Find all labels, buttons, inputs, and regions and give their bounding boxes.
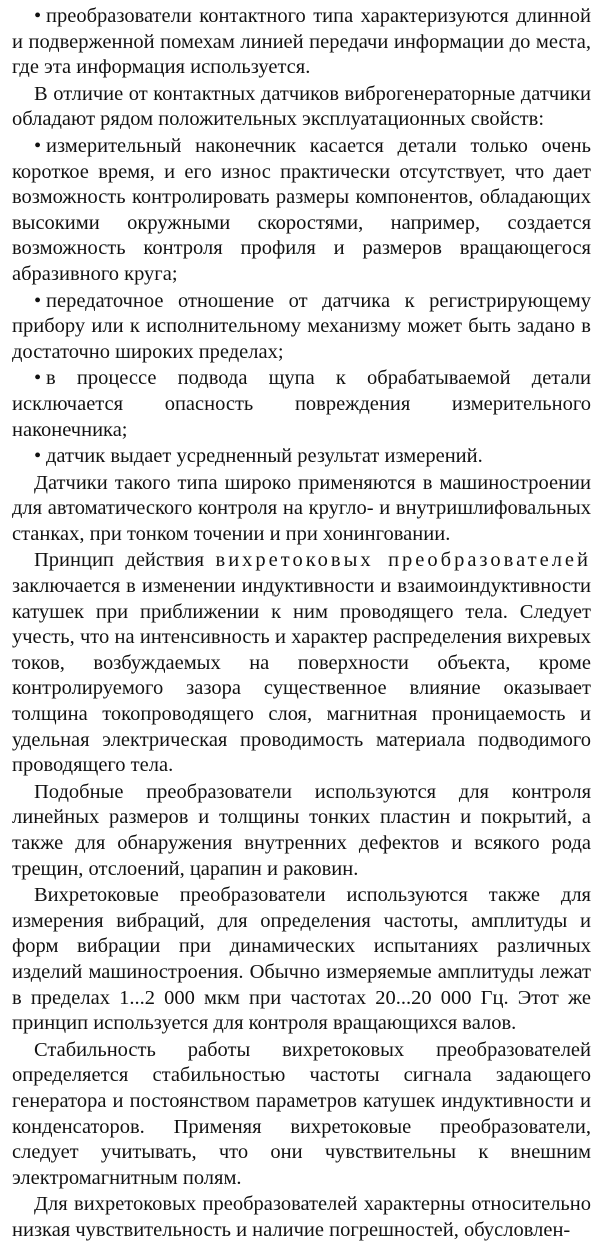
paragraph-text: преобразователи контактного типа характеризуются длинной и подверженной помехам линией передачи информации до места, где эта информация используется. (12, 5, 591, 79)
paragraph-vibration-measurement: Вихретоковые преобразователи используются также для измерения вибраций, для определения частоты, амплитуды и форм вибрации при динамических испытаниях различных изделий машиностроения. Обычно измеряемые амплитуды лежат в пределах 1...2 000 мкм при частотах 20...20 000 Гц. Этот же принцип используется для контроля вращающихся валов. (12, 884, 591, 1035)
spaced-term: вихретоковых преобразователей (215, 549, 591, 572)
bullet-marker: • (34, 5, 42, 27)
bullet-marker: • (34, 134, 42, 157)
paragraph-text: передаточное отношение от датчика к регистрирующему прибору или к исполнительному механизму может быть задано в достаточно широких пределах; (12, 289, 591, 363)
paragraph-text: датчик выдает усредненный результат измерений. (46, 445, 483, 468)
bullet-averaged-result (12, 444, 591, 470)
bullet-marker: • (34, 289, 42, 312)
paragraph-text-lead: Принцип действия (34, 549, 216, 572)
bullet-probe-approach (12, 366, 591, 443)
paragraph-vibrogenerator-intro: В отличие от контактных датчиков виброгенераторные датчики обладают рядом положительных эксплуатационных свойств: (12, 82, 591, 131)
paragraph-text-rest: заключается в изменении индуктивности и взаимоиндуктивности катушек при приближении к ним проводящего тела. Следует учесть, что на интенсивность и характер распределения вихревых токов, возбуждаемых на поверхности объекта, кроме контролируемого зазора существенное влияние оказывает толщина токопроводящего слоя, магнитная проницаемость и удельная электрическая проводимость материала подводимого проводящего тела. (12, 575, 591, 777)
paragraph-similar-converters: Подобные преобразователи используются для контроля линейных размеров и толщины тонких пластин и покрытий, а также для обнаружения внутренних дефектов и всякого рода трещин, отслоений, царапин и раковин. (12, 780, 591, 880)
paragraph-eddy-current-principle (12, 548, 591, 778)
paragraph-sensitivity-cutoff: Для вихретоковых преобразователей характерны относительно низкая чувствительность и наличие погрешностей, обусловлен- (12, 1193, 591, 1241)
paragraph-text: в процессе подвода щупа к обрабатываемой детали исключается опасность повреждения измерительного наконечника; (12, 367, 591, 441)
bullet-marker: • (34, 367, 42, 390)
paragraph-applications: Датчики такого типа широко применяются в машиностроении для автоматического контроля на кругло- и внутришлифовальных станках, при тонком точении и при хонинговании. (12, 471, 591, 545)
paragraph-text: измерительный наконечник касается детали только очень короткое время, и его износ практически отсутствует, что дает возможность контролировать размеры компонентов, обладающих высокими окружными скоростями, например, создается возможность контроля профиля и размеров вращающегося абразивного круга; (12, 134, 591, 285)
paragraph-stability: Стабильность работы вихретоковых преобразователей определяется стабильностью частоты сигнала задающего генератора и постоянством параметров катушек индуктивности и конденсаторов. Применяя вихретоковые преобразователи, следует учитывать, что они чувствительны к внешним электромагнитным полям. (12, 1038, 591, 1189)
bullet-marker: • (34, 445, 42, 468)
bullet-transfer-ratio (12, 289, 591, 366)
bullet-contact-converters (12, 4, 591, 81)
bullet-measuring-tip (12, 134, 591, 288)
